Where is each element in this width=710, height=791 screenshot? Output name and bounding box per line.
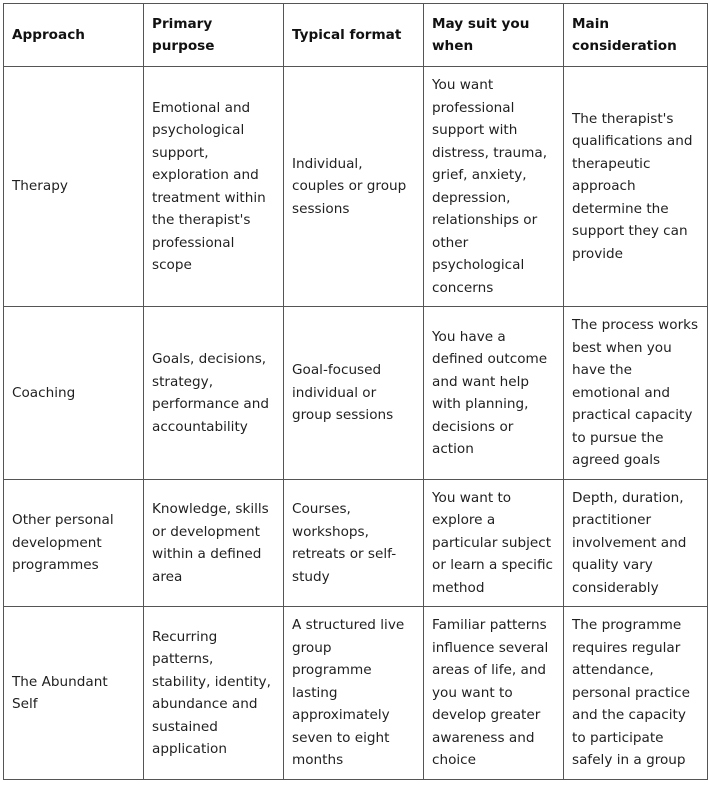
header-main-consideration: Main consideration: [564, 4, 708, 67]
cell-may-suit-you-when: Familiar patterns influence several areas of life, and you want to develop greater awareness and choice: [424, 607, 564, 780]
cell-typical-format: Goal-focused individual or group sessions: [284, 307, 424, 480]
cell-approach: Coaching: [4, 307, 144, 480]
cell-main-consideration: Depth, duration, practitioner involvement and quality vary considerably: [564, 480, 708, 607]
cell-primary-purpose: Emotional and psychological support, exploration and treatment within the therapist's professional scope: [144, 67, 284, 307]
table-row: [4, 67, 708, 307]
comparison-table: [3, 3, 708, 780]
cell-approach: Therapy: [4, 67, 144, 307]
cell-main-consideration: The process works best when you have the emotional and practical capacity to pursue the agreed goals: [564, 307, 708, 480]
table-row: [4, 480, 708, 607]
cell-primary-purpose: Knowledge, skills or development within a defined area: [144, 480, 284, 607]
cell-may-suit-you-when: You have a defined outcome and want help with planning, decisions or action: [424, 307, 564, 480]
cell-may-suit-you-when: You want professional support with distress, trauma, grief, anxiety, depression, relationships or other psychological concerns: [424, 67, 564, 307]
table-row: [4, 607, 708, 780]
cell-primary-purpose: Recurring patterns, stability, identity, abundance and sustained application: [144, 607, 284, 780]
cell-typical-format: A structured live group programme lasting approximately seven to eight months: [284, 607, 424, 780]
cell-main-consideration: The programme requires regular attendance, personal practice and the capacity to participate safely in a group: [564, 607, 708, 780]
table-row: [4, 307, 708, 480]
cell-primary-purpose: Goals, decisions, strategy, performance and accountability: [144, 307, 284, 480]
cell-main-consideration: The therapist's qualifications and therapeutic approach determine the support they can provide: [564, 67, 708, 307]
header-typical-format: Typical format: [284, 4, 424, 67]
table-header-row: [4, 4, 708, 67]
cell-approach: Other personal development programmes: [4, 480, 144, 607]
cell-typical-format: Courses, workshops, retreats or self-study: [284, 480, 424, 607]
cell-may-suit-you-when: You want to explore a particular subject or learn a specific method: [424, 480, 564, 607]
cell-typical-format: Individual, couples or group sessions: [284, 67, 424, 307]
header-approach: Approach: [4, 4, 144, 67]
cell-approach: The Abundant Self: [4, 607, 144, 780]
header-primary-purpose: Primary purpose: [144, 4, 284, 67]
header-may-suit-you-when: May suit you when: [424, 4, 564, 67]
